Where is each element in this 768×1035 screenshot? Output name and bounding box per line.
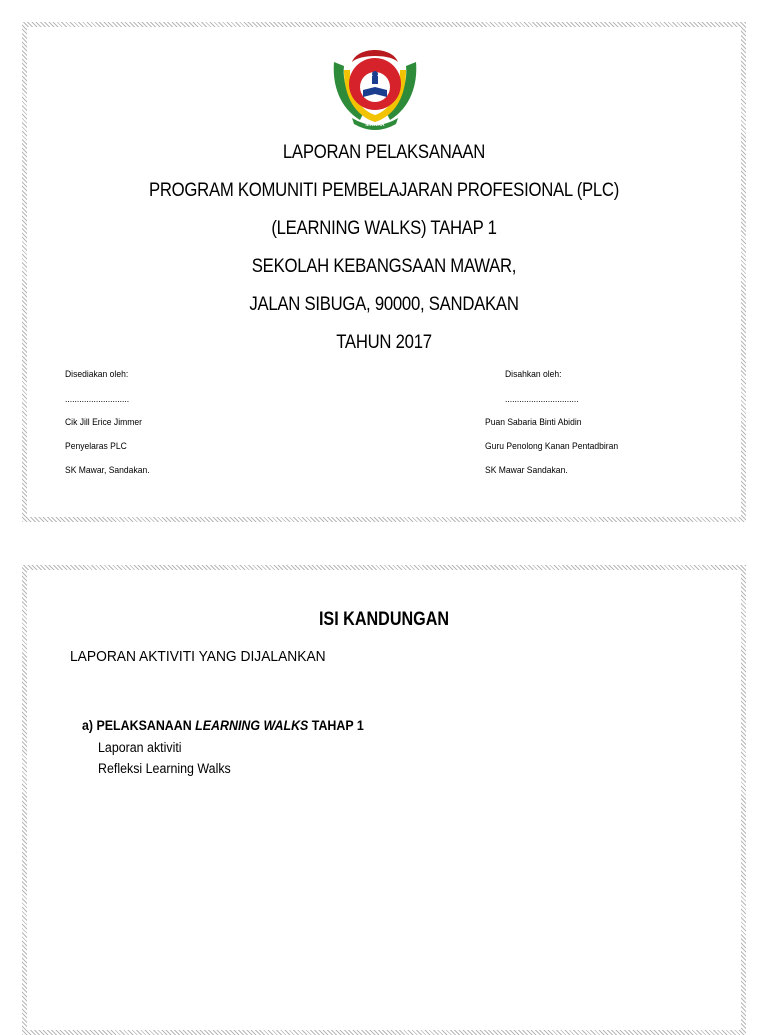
cover-title-line-4: SEKOLAH KEBANGSAAN MAWAR, <box>251 256 517 277</box>
cover-page <box>22 22 746 522</box>
contents-item-emphasis: LEARNING WALKS <box>195 718 309 733</box>
page-border <box>22 565 746 1035</box>
cover-title-line-1: LAPORAN PELAKSANAAN <box>282 142 486 163</box>
prepared-signature-line: ........................... <box>65 394 130 405</box>
contents-child-laporan: Laporan aktiviti <box>98 740 182 755</box>
school-crest-logo <box>330 40 420 132</box>
prepared-role: Penyelaras PLC <box>65 441 127 452</box>
approved-role: Guru Penolong Kanan Pentadbiran <box>485 441 619 452</box>
approved-by-label: Disahkan oleh: <box>505 369 562 380</box>
cover-title-line-5: JALAN SIBUGA, 90000, SANDAKAN <box>249 294 519 315</box>
cover-title-line-6: TAHUN 2017 <box>336 332 432 353</box>
logo-label: MAWAR <box>365 122 385 128</box>
approved-school: SK Mawar Sandakan. <box>485 465 568 476</box>
contents-item-prefix: a) PELAKSANAAN <box>82 718 196 733</box>
cover-title-line-2: PROGRAM KOMUNITI PEMBELAJARAN PROFESIONAL (PLC) <box>148 180 620 201</box>
contents-heading: ISI KANDUNGAN <box>318 609 450 630</box>
approved-signature-line: ............................... <box>505 394 579 405</box>
contents-subheading: LAPORAN AKTIVITI YANG DIJALANKAN <box>70 648 326 665</box>
contents-item-suffix: TAHAP 1 <box>308 718 364 733</box>
prepared-name: Cik Jill Erice Jimmer <box>65 417 142 428</box>
contents-page <box>22 565 746 1035</box>
prepared-school: SK Mawar, Sandakan. <box>65 465 150 476</box>
approved-name: Puan Sabaria Binti Abidin <box>485 417 582 428</box>
cover-title-line-3: (LEARNING WALKS) TAHAP 1 <box>271 218 497 239</box>
prepared-by-label: Disediakan oleh: <box>65 369 129 380</box>
contents-child-refleksi: Refleksi Learning Walks <box>98 761 231 776</box>
contents-item-a <box>82 718 364 733</box>
